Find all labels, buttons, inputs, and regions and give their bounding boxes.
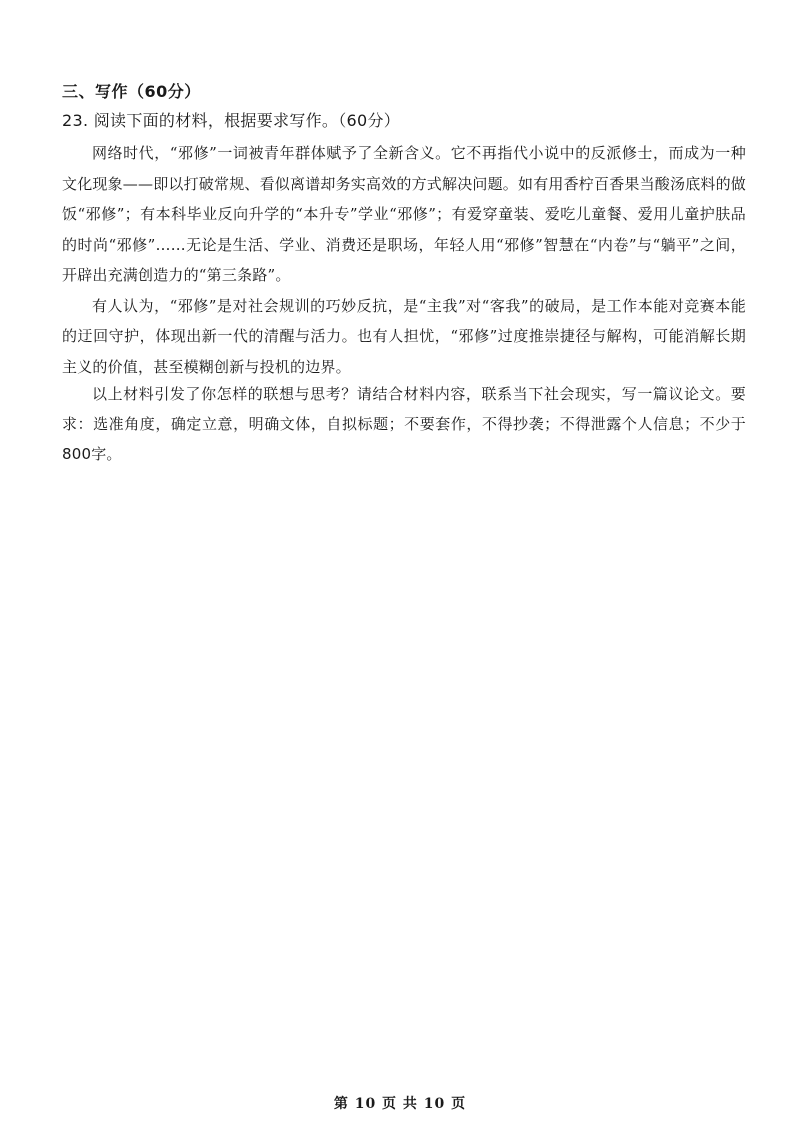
question-heading: 23. 阅读下面的材料，根据要求写作。（60分） [62,111,401,130]
writing-requirements [62,379,746,469]
requirements-paragraph: 以上材料引发了你怎样的联想与思考？请结合材料内容，联系当下社会现实，写一篇议论文。要求：选准角度，确定立意，明确文体，自拟标题；不要套作，不得抄袭；不得泄露个人信息；不少于800字。 [62,385,746,463]
material-paragraph-1: 网络时代，“邪修”一词被青年群体赋予了全新含义。它不再指代小说中的反派修士，而成为一种文化现象——即以打破常规、看似离谱却务实高效的方式解决问题。如有用香柠百香果当酸汤底料的做饭“邪修”；有本科毕业反向升学的“本升专”学业“邪修”；有爱穿童装、爱吃儿童餐、爱用儿童护肤品的时尚“邪修”……无论是生活、学业、消费还是职场，年轻人用“邪修”智慧在“内卷”与“躺平”之间，开辟出充满创造力的“第三条路”。 [62,144,747,284]
page-number-footer: 第 10 页 共 10 页 [333,1096,467,1112]
reading-material [62,138,746,382]
material-paragraph-2: 有人认为，“邪修”是对社会规训的巧妙反抗，是“主我”对“客我”的破局，是工作本能对竞赛本能的迂回守护，体现出新一代的清醒与活力。也有人担忧，“邪修”过度推崇捷径与解构，可能消解长期主义的价值，甚至模糊创新与投机的边界。 [62,296,746,376]
section-title: 三、写作（60分） [62,82,201,101]
